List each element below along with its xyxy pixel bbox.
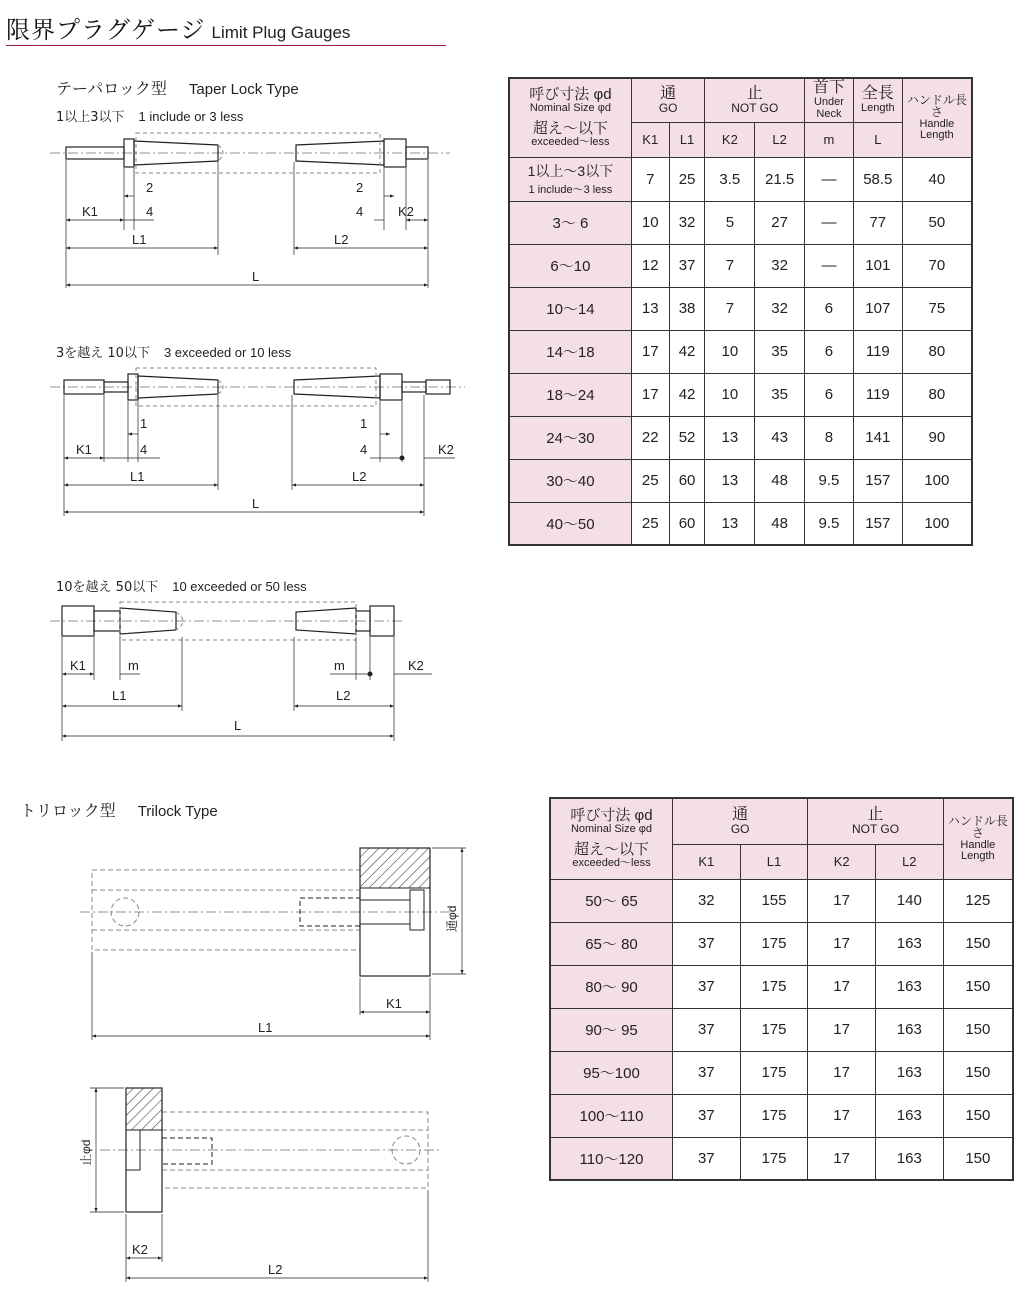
dim-l: L — [252, 269, 260, 284]
taper-sub-2-jp: 3を越え 10以下 — [56, 346, 150, 361]
header-handle — [902, 78, 972, 157]
cell-l1: 175 — [740, 1094, 808, 1137]
row-range: 6～10 — [509, 244, 631, 287]
header-length — [853, 78, 902, 122]
cell-k1: 17 — [631, 330, 669, 373]
cell-l1: 42 — [669, 330, 705, 373]
cell-handle: 40 — [902, 157, 972, 201]
header-neck — [805, 78, 854, 122]
cell-k1: 13 — [631, 287, 669, 330]
cell-l2: 32 — [755, 287, 805, 330]
dim-l2: L2 — [334, 232, 349, 247]
table-row — [550, 1008, 1013, 1051]
cell-l1: 175 — [740, 1051, 808, 1094]
cell-k1: 25 — [631, 459, 669, 502]
table-row — [550, 879, 1013, 922]
dim-nogo-diameter: 止φd — [79, 1139, 93, 1166]
header-nogo — [705, 78, 805, 122]
cell-k2: 5 — [705, 201, 755, 244]
header-neck-en2: Neck — [816, 107, 842, 120]
cell-l1: 175 — [740, 1008, 808, 1051]
table-row — [509, 157, 972, 201]
trilock-go-drawing — [70, 840, 480, 1045]
cell-k2: 10 — [705, 330, 755, 373]
cell-l1: 37 — [669, 244, 705, 287]
cell-k1: 7 — [631, 157, 669, 201]
dim-k1: K1 — [70, 658, 86, 673]
trilock-nogo-drawing — [70, 1082, 450, 1287]
trilock-title-en: Trilock Type — [137, 803, 218, 820]
table-row — [550, 1094, 1013, 1137]
page-title — [6, 10, 446, 46]
table-row — [509, 287, 972, 330]
header-nominal-en: Nominal Size φd — [570, 823, 653, 836]
cell-k2: 7 — [705, 244, 755, 287]
page-title-en: Limit Plug Gauges — [211, 23, 351, 42]
cell-handle: 80 — [902, 330, 972, 373]
table-row — [509, 330, 972, 373]
dim-l1: L1 — [258, 1020, 273, 1035]
cell-k2: 17 — [808, 879, 876, 922]
cell-l1: 60 — [669, 502, 705, 545]
cell-l1: 155 — [740, 879, 808, 922]
taper-drawing-small — [40, 120, 460, 305]
cell-l1: 32 — [669, 201, 705, 244]
header-neck-jp: 首下 — [812, 79, 845, 97]
cell-k2: 10 — [705, 373, 755, 416]
header-k1: K1 — [631, 122, 669, 157]
cell-l: 157 — [853, 459, 902, 502]
header-handle-jp: ハンドル長さ — [947, 813, 1008, 841]
cell-l: 107 — [853, 287, 902, 330]
row-range: 110～120 — [550, 1137, 672, 1180]
header-k1: K1 — [672, 844, 740, 879]
cell-l1: 175 — [740, 965, 808, 1008]
taper-sub-2-en: 3 exceeded or 10 less — [163, 345, 292, 360]
taper-drawing-medium — [40, 358, 480, 523]
cell-k2: 13 — [705, 416, 755, 459]
header-handle-en2: Length — [920, 129, 954, 142]
header-nogo-jp: 止 — [867, 805, 884, 823]
cell-l2: 163 — [875, 922, 943, 965]
taper-sub-3 — [56, 576, 307, 595]
cell-l2: 163 — [875, 965, 943, 1008]
table-row — [550, 1051, 1013, 1094]
cell-k1: 12 — [631, 244, 669, 287]
cell-l2: 163 — [875, 1008, 943, 1051]
cell-k2: 17 — [808, 1008, 876, 1051]
table-row — [509, 502, 972, 545]
row-range: 18～24 — [509, 373, 631, 416]
dim-4-left: 4 — [146, 204, 154, 219]
header-length-en: Length — [860, 101, 895, 114]
header-k2: K2 — [808, 844, 876, 879]
header-nogo-en: NOT GO — [851, 822, 900, 837]
cell-k1: 17 — [631, 373, 669, 416]
header-nogo — [808, 798, 943, 844]
cell-l1: 52 — [669, 416, 705, 459]
dim-k1: K1 — [76, 442, 92, 457]
cell-k1: 37 — [672, 1137, 740, 1180]
cell-handle: 100 — [902, 502, 972, 545]
cell-k2: 17 — [808, 1137, 876, 1180]
cell-l2: 35 — [755, 330, 805, 373]
table-row — [509, 416, 972, 459]
taper-lock-table — [508, 77, 973, 546]
cell-l1: 175 — [740, 922, 808, 965]
cell-handle: 150 — [943, 922, 1013, 965]
header-go — [672, 798, 807, 844]
header-l2: L2 — [875, 844, 943, 879]
page-title-jp: 限界プラグゲージ — [6, 16, 206, 44]
header-nominal-en: Nominal Size φd — [529, 102, 611, 115]
cell-handle: 150 — [943, 1137, 1013, 1180]
cell-k2: 17 — [808, 965, 876, 1008]
cell-m: 8 — [805, 416, 854, 459]
trilock-table — [549, 797, 1014, 1181]
header-k2: K2 — [705, 122, 755, 157]
table-row — [550, 1137, 1013, 1180]
cell-handle: 75 — [902, 287, 972, 330]
header-nominal-jp: 呼び寸法 φd — [529, 86, 612, 104]
dim-l1: L1 — [132, 232, 147, 247]
cell-k2: 17 — [808, 1051, 876, 1094]
dim-l: L — [234, 718, 242, 733]
cell-l: 119 — [853, 330, 902, 373]
cell-k1: 37 — [672, 1094, 740, 1137]
cell-l1: 38 — [669, 287, 705, 330]
header-go-jp: 通 — [660, 84, 677, 102]
cell-k1: 37 — [672, 965, 740, 1008]
trilock-title — [20, 798, 218, 821]
row-range: 100～110 — [550, 1094, 672, 1137]
row-range: 30～40 — [509, 459, 631, 502]
cell-handle: 150 — [943, 1094, 1013, 1137]
row-range: 14～18 — [509, 330, 631, 373]
header-handle-en1: Handle — [919, 117, 955, 130]
cell-handle: 125 — [943, 879, 1013, 922]
row-range: 24～30 — [509, 416, 631, 459]
cell-l2: 48 — [755, 459, 805, 502]
cell-handle: 70 — [902, 244, 972, 287]
cell-handle: 90 — [902, 416, 972, 459]
header-m: m — [805, 122, 854, 157]
cell-l2: 21.5 — [755, 157, 805, 201]
cell-l: 58.5 — [853, 157, 902, 201]
cell-handle: 150 — [943, 965, 1013, 1008]
header-go-en: GO — [730, 822, 750, 837]
header-handle-en2: Length — [961, 850, 995, 863]
dim-l1: L1 — [130, 469, 145, 484]
taper-drawing-large — [40, 596, 460, 746]
row-range: 3～ 6 — [509, 201, 631, 244]
row-range-en: 1 include～3 less — [528, 184, 613, 196]
row-range: 90～ 95 — [550, 1008, 672, 1051]
dim-l2: L2 — [336, 688, 351, 703]
cell-handle: 50 — [902, 201, 972, 244]
header-length-jp: 全長 — [861, 85, 894, 103]
row-range-jp: 1以上～3以下 — [527, 163, 614, 179]
header-handle-jp: ハンドル長さ — [906, 92, 967, 120]
taper-lock-title-en: Taper Lock Type — [188, 81, 299, 98]
cell-l2: 43 — [755, 416, 805, 459]
cell-k1: 37 — [672, 922, 740, 965]
dim-m-right: m — [334, 658, 345, 673]
dim-4-left: 4 — [140, 442, 148, 457]
taper-sub-3-en: 10 exceeded or 50 less — [172, 579, 307, 594]
row-range: 10～14 — [509, 287, 631, 330]
cell-l: 141 — [853, 416, 902, 459]
dim-4-right: 4 — [356, 204, 364, 219]
dim-k2: K2 — [398, 204, 414, 219]
cell-l: 157 — [853, 502, 902, 545]
header-nogo-en: NOT GO — [731, 101, 779, 116]
header-range-en: exceeded～less — [572, 856, 651, 869]
cell-k2: 7 — [705, 287, 755, 330]
header-range-en: exceeded～less — [531, 135, 610, 148]
header-nominal — [509, 78, 631, 157]
table-row — [509, 459, 972, 502]
header-go — [631, 78, 705, 122]
header-range-jp: 超え～以下 — [532, 119, 608, 137]
cell-l2: 35 — [755, 373, 805, 416]
header-neck-en1: Under — [813, 96, 844, 109]
dim-l2: L2 — [352, 469, 367, 484]
cell-k1: 37 — [672, 1008, 740, 1051]
dim-1-left: 1 — [140, 416, 148, 431]
header-nominal-jp: 呼び寸法 φd — [570, 807, 653, 825]
dim-k1: K1 — [386, 996, 402, 1011]
header-l1: L1 — [669, 122, 705, 157]
cell-l2: 32 — [755, 244, 805, 287]
table-row — [509, 201, 972, 244]
cell-m: 9.5 — [805, 502, 854, 545]
header-handle — [943, 798, 1013, 879]
cell-k2: 13 — [705, 502, 755, 545]
table-row — [509, 244, 972, 287]
row-range — [509, 157, 631, 201]
dim-go-diameter: 通φd — [445, 905, 459, 932]
cell-handle: 150 — [943, 1008, 1013, 1051]
taper-sub-1-en: 1 include or 3 less — [138, 109, 244, 124]
header-range-jp: 超え～以下 — [573, 840, 649, 858]
header-nominal — [550, 798, 672, 879]
cell-l2: 27 — [755, 201, 805, 244]
dim-4-right: 4 — [360, 442, 368, 457]
cell-k2: 13 — [705, 459, 755, 502]
header-go-jp: 通 — [732, 805, 749, 823]
cell-handle: 80 — [902, 373, 972, 416]
dim-l: L — [252, 496, 260, 511]
cell-l1: 175 — [740, 1137, 808, 1180]
dim-m-left: m — [128, 658, 139, 673]
header-l1: L1 — [740, 844, 808, 879]
row-range: 95～100 — [550, 1051, 672, 1094]
taper-lock-title — [56, 76, 299, 99]
cell-m: 9.5 — [805, 459, 854, 502]
row-range: 50～ 65 — [550, 879, 672, 922]
trilock-title-jp: トリロック型 — [20, 801, 116, 820]
dim-l2: L2 — [268, 1262, 283, 1277]
row-range: 80～ 90 — [550, 965, 672, 1008]
cell-k2: 17 — [808, 922, 876, 965]
cell-m: — — [805, 244, 854, 287]
table-row — [550, 965, 1013, 1008]
cell-l1: 25 — [669, 157, 705, 201]
header-l: L — [853, 122, 902, 157]
table-row — [550, 922, 1013, 965]
cell-l: 101 — [853, 244, 902, 287]
table-row — [509, 373, 972, 416]
cell-l2: 163 — [875, 1094, 943, 1137]
cell-l1: 60 — [669, 459, 705, 502]
cell-l2: 140 — [875, 879, 943, 922]
dim-k2: K2 — [438, 442, 454, 457]
taper-sub-1-jp: 1以上3以下 — [56, 110, 125, 125]
taper-sub-3-jp: 10を越え 50以下 — [56, 580, 159, 595]
dim-2-right: 2 — [356, 180, 364, 195]
cell-l2: 48 — [755, 502, 805, 545]
header-nogo-jp: 止 — [746, 84, 763, 102]
header-l2: L2 — [755, 122, 805, 157]
dim-k2: K2 — [408, 658, 424, 673]
cell-m: 6 — [805, 373, 854, 416]
cell-l2: 163 — [875, 1137, 943, 1180]
taper-lock-title-jp: テーパロック型 — [56, 79, 167, 98]
cell-k1: 22 — [631, 416, 669, 459]
dim-k2: K2 — [132, 1242, 148, 1257]
cell-l: 119 — [853, 373, 902, 416]
row-range: 65～ 80 — [550, 922, 672, 965]
cell-k1: 37 — [672, 1051, 740, 1094]
cell-k2: 17 — [808, 1094, 876, 1137]
row-range: 40～50 — [509, 502, 631, 545]
header-handle-en1: Handle — [960, 838, 996, 851]
dim-2-left: 2 — [146, 180, 154, 195]
dim-l1: L1 — [112, 688, 127, 703]
cell-m: — — [805, 201, 854, 244]
cell-handle: 150 — [943, 1051, 1013, 1094]
cell-k1: 10 — [631, 201, 669, 244]
cell-l: 77 — [853, 201, 902, 244]
dim-1-right: 1 — [360, 416, 368, 431]
dim-k1: K1 — [82, 204, 98, 219]
cell-k1: 32 — [672, 879, 740, 922]
cell-k1: 25 — [631, 502, 669, 545]
cell-k2: 3.5 — [705, 157, 755, 201]
cell-l1: 42 — [669, 373, 705, 416]
header-go-en: GO — [658, 101, 678, 116]
cell-m: 6 — [805, 287, 854, 330]
cell-m: — — [805, 157, 854, 201]
cell-l2: 163 — [875, 1051, 943, 1094]
cell-handle: 100 — [902, 459, 972, 502]
cell-m: 6 — [805, 330, 854, 373]
